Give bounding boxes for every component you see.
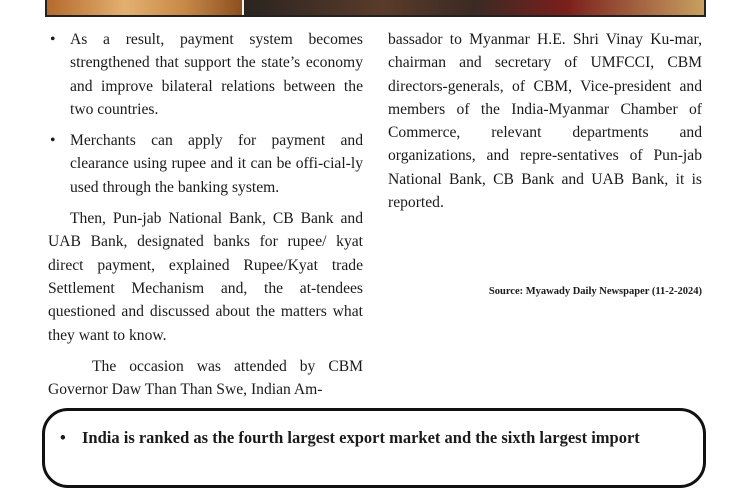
body-paragraph: The occasion was attended by CBM Governor Daw Than Than Swe, Indian Am- — [48, 357, 363, 399]
body-paragraph: bassador to Myanmar H.E. Shri Vinay Ku-mar, chairman and secretary of UMFCCI, CBM directors-generals, of CBM, Vice-president and members of the India-Myanmar Chamber of Commerce, relevant departments and organizations, and repre-sentatives of Pun-jab National Bank, CB Bank and UAB Bank, it is reported. — [388, 31, 702, 212]
body-paragraph: Then, Pun-jab National Bank, CB Bank and UAB Bank, designated banks for rupee/ kyat direct payment, explained Rupee/Kyat trade Settlement Mechanism and, the at-tendees questioned and discussed about the matters what they want to know. — [48, 210, 363, 344]
highlight-bullet — [62, 427, 640, 449]
bullet-text: Merchants can apply for payment and clearance using rupee and it can be offi-cial-ly used through the banking system. — [70, 132, 363, 196]
bullet-icon: • — [50, 132, 56, 150]
highlight-text: India is ranked as the fourth largest export market and the sixth largest import — [82, 428, 640, 447]
source-citation: Source: Myawady Daily Newspaper (11-2-2024) — [488, 286, 702, 297]
photo-strip — [45, 0, 706, 17]
bullet-item — [48, 129, 363, 199]
photo-right — [244, 0, 704, 15]
bullet-icon: • — [60, 428, 66, 447]
bullet-item — [48, 28, 363, 121]
bullet-text: As a result, payment system becomes strengthened that support the state’s economy and improve bilateral relations between the two countries. — [70, 31, 363, 118]
right-column — [388, 28, 702, 214]
left-column — [48, 28, 363, 401]
photo-left — [47, 0, 242, 15]
bullet-icon: • — [50, 31, 56, 48]
